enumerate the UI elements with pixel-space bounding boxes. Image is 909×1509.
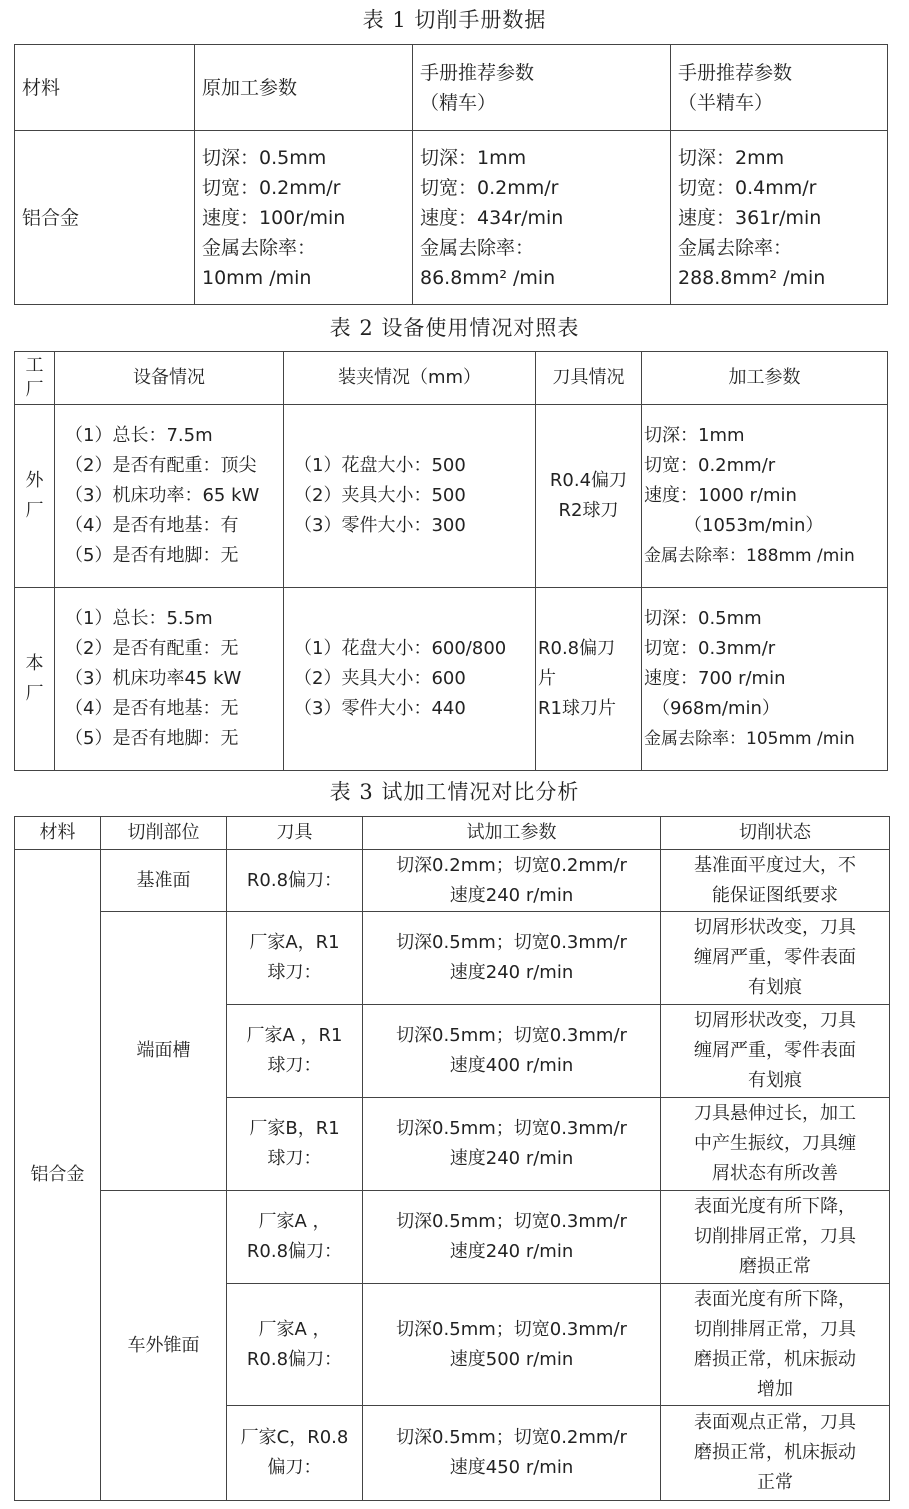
table2-header-params: 加工参数 <box>642 352 888 405</box>
table3-trial-machining <box>14 816 890 1501</box>
table3-state-cell: 表面光度有所下降， 切削排屑正常，刀具 磨损正常 <box>661 1191 890 1284</box>
equipment-line: （3）机床功率45 kW <box>65 668 242 689</box>
param-line: 速度：434r/min <box>420 206 564 229</box>
equipment-line: （1）总长：5.5m <box>65 608 213 629</box>
table2-header-tools: 刀具情况 <box>536 352 642 405</box>
table3-state-cell: 基准面平度过大，不 能保证图纸要求 <box>661 850 890 912</box>
table3-header-row <box>15 817 890 850</box>
table3-header-part: 切削部位 <box>101 817 227 850</box>
param-line: 288.8mm² /min <box>678 266 826 289</box>
table2-clamping-cell <box>284 588 536 771</box>
param-line: 切深：2mm <box>678 146 785 169</box>
tool-line: R2球刀 <box>558 500 619 521</box>
table2-tools-cell <box>536 588 642 771</box>
equipment-line: （5）是否有地脚：无 <box>65 728 239 749</box>
table2-equipment-cell <box>55 405 284 588</box>
param-line: 金属去除率： <box>202 236 317 259</box>
table3-state-cell: 切屑形状改变，刀具 缠屑严重，零件表面 有划痕 <box>661 912 890 1005</box>
equipment-line: （4）是否有地基：有 <box>65 515 239 536</box>
table3-state-cell: 表面光度有所下降， 切削排屑正常，刀具 磨损正常，机床振动 增加 <box>661 1284 890 1406</box>
table3-tool-cell: R0.8偏刀： <box>227 850 363 912</box>
table2-tools-cell <box>536 405 642 588</box>
table3-params-cell: 切深0.5mm；切宽0.3mm/r 速度240 r/min <box>363 1191 661 1284</box>
table3-params-cell: 切深0.2mm；切宽0.2mm/r 速度240 r/min <box>363 850 661 912</box>
tool-line: R0.4偏刀 <box>549 470 628 491</box>
equipment-line: （3）机床功率：65 kW <box>65 485 260 506</box>
equipment-line: （1）总长：7.5m <box>65 425 213 446</box>
param-line: 金属去除率：188mm /min <box>644 546 855 566</box>
equipment-line: （4）是否有地基：无 <box>65 698 239 719</box>
clamping-line: （1）花盘大小：600/800 <box>294 638 507 659</box>
table3-header-tool: 刀具 <box>227 817 363 850</box>
param-line: 切深：1mm <box>420 146 527 169</box>
param-line: 金属去除率： <box>420 236 535 259</box>
table2-caption: 表 2 设备使用情况对照表 <box>329 316 580 340</box>
param-line: 切宽：0.4mm/r <box>678 176 817 199</box>
table2-header-row <box>15 352 888 405</box>
table3-state-cell: 表面观点正常，刀具 磨损正常，机床振动 正常 <box>661 1406 890 1501</box>
table3-params-cell: 切深0.5mm；切宽0.3mm/r 速度500 r/min <box>363 1284 661 1406</box>
table-row <box>15 1191 890 1284</box>
param-line: 切宽：0.2mm/r <box>644 455 776 476</box>
param-line: （968m/min） <box>652 698 780 719</box>
table1-caption: 表 1 切削手册数据 <box>362 8 547 32</box>
param-line: 切深：1mm <box>644 425 745 446</box>
table1-header-semifinish: 手册推荐参数 （半精车） <box>671 45 888 131</box>
param-line: 10mm /min <box>202 266 312 289</box>
table3-part-cell: 端面槽 <box>101 912 227 1191</box>
table1-header-original: 原加工参数 <box>195 45 413 131</box>
table3-state-cell: 刀具悬伸过长，加工 中产生振纹，刀具缠 屑状态有所改善 <box>661 1098 890 1191</box>
table2-params-cell <box>642 405 888 588</box>
table2-clamping-cell <box>284 405 536 588</box>
table1-header-row <box>15 45 888 131</box>
table3-params-cell: 切深0.5mm；切宽0.3mm/r 速度240 r/min <box>363 912 661 1005</box>
table1-semifinish-params <box>671 131 888 305</box>
clamping-line: （2）夹具大小：600 <box>294 668 466 689</box>
table1-cutting-handbook <box>14 44 888 305</box>
table-row <box>15 850 890 912</box>
equipment-line: （5）是否有地脚：无 <box>65 545 239 566</box>
table3-params-cell: 切深0.5mm；切宽0.3mm/r 速度400 r/min <box>363 1005 661 1098</box>
tool-line: R0.8偏刀 <box>538 638 616 659</box>
equipment-line: （2）是否有配重：无 <box>65 638 239 659</box>
table3-tool-cell: 厂家A ， R0.8偏刀： <box>227 1284 363 1406</box>
clamping-line: （3）零件大小：440 <box>294 698 466 719</box>
table1-material-cell: 铝合金 <box>15 131 195 305</box>
table1-finish-params <box>413 131 671 305</box>
table2-header-clamping: 装夹情况（mm） <box>284 352 536 405</box>
table3-state-cell: 切屑形状改变，刀具 缠屑严重，零件表面 有划痕 <box>661 1005 890 1098</box>
clamping-line: （2）夹具大小：500 <box>294 485 466 506</box>
param-line: 86.8mm² /min <box>420 266 556 289</box>
table3-material-cell: 铝合金 <box>15 850 101 1501</box>
table3-tool-cell: 厂家B，R1 球刀： <box>227 1098 363 1191</box>
table2-params-cell <box>642 588 888 771</box>
table3-header-material: 材料 <box>15 817 101 850</box>
table3-part-cell: 基准面 <box>101 850 227 912</box>
table3-params-cell: 切深0.5mm；切宽0.3mm/r 速度240 r/min <box>363 1098 661 1191</box>
param-line: 速度：1000 r/min <box>644 485 797 506</box>
table1-header-finish: 手册推荐参数 （精车） <box>413 45 671 131</box>
param-line: 切宽：0.3mm/r <box>644 638 776 659</box>
table3-header-state: 切削状态 <box>661 817 890 850</box>
table2-header-factory: 工厂 <box>15 352 55 405</box>
table2-equipment-cell <box>55 588 284 771</box>
param-line: 速度：100r/min <box>202 206 346 229</box>
tool-line: R1球刀片 <box>538 698 616 719</box>
param-line: 切深：0.5mm <box>202 146 327 169</box>
param-line: 切宽：0.2mm/r <box>420 176 559 199</box>
param-line: 切深：0.5mm <box>644 608 762 629</box>
clamping-line: （3）零件大小：300 <box>294 515 466 536</box>
table2-factory-cell: 本厂 <box>15 588 55 771</box>
table3-caption: 表 3 试加工情况对比分析 <box>329 780 580 804</box>
table-row <box>15 912 890 1005</box>
clamping-line: （1）花盘大小：500 <box>294 455 466 476</box>
table3-tool-cell: 厂家A，R1 球刀： <box>227 912 363 1005</box>
param-line: 金属去除率：105mm /min <box>644 729 855 749</box>
table-row <box>15 588 888 771</box>
table3-tool-cell: 厂家C，R0.8 偏刀： <box>227 1406 363 1501</box>
tool-line: 片 <box>538 668 556 689</box>
table2-header-equipment: 设备情况 <box>55 352 284 405</box>
param-line: 速度：361r/min <box>678 206 822 229</box>
param-line: （1053m/min） <box>684 515 824 536</box>
table-row <box>15 405 888 588</box>
table2-equipment-comparison <box>14 351 888 771</box>
table3-header-params: 试加工参数 <box>363 817 661 850</box>
table3-params-cell: 切深0.5mm；切宽0.2mm/r 速度450 r/min <box>363 1406 661 1501</box>
table3-part-cell: 车外锥面 <box>101 1191 227 1501</box>
param-line: 切宽：0.2mm/r <box>202 176 341 199</box>
table1-header-material: 材料 <box>15 45 195 131</box>
equipment-line: （2）是否有配重：顶尖 <box>65 455 257 476</box>
table1-original-params <box>195 131 413 305</box>
param-line: 速度：700 r/min <box>644 668 786 689</box>
param-line: 金属去除率： <box>678 236 793 259</box>
table3-tool-cell: 厂家A ， R0.8偏刀： <box>227 1191 363 1284</box>
table-row <box>15 131 888 305</box>
table2-factory-cell: 外厂 <box>15 405 55 588</box>
table3-tool-cell: 厂家A ，R1 球刀： <box>227 1005 363 1098</box>
